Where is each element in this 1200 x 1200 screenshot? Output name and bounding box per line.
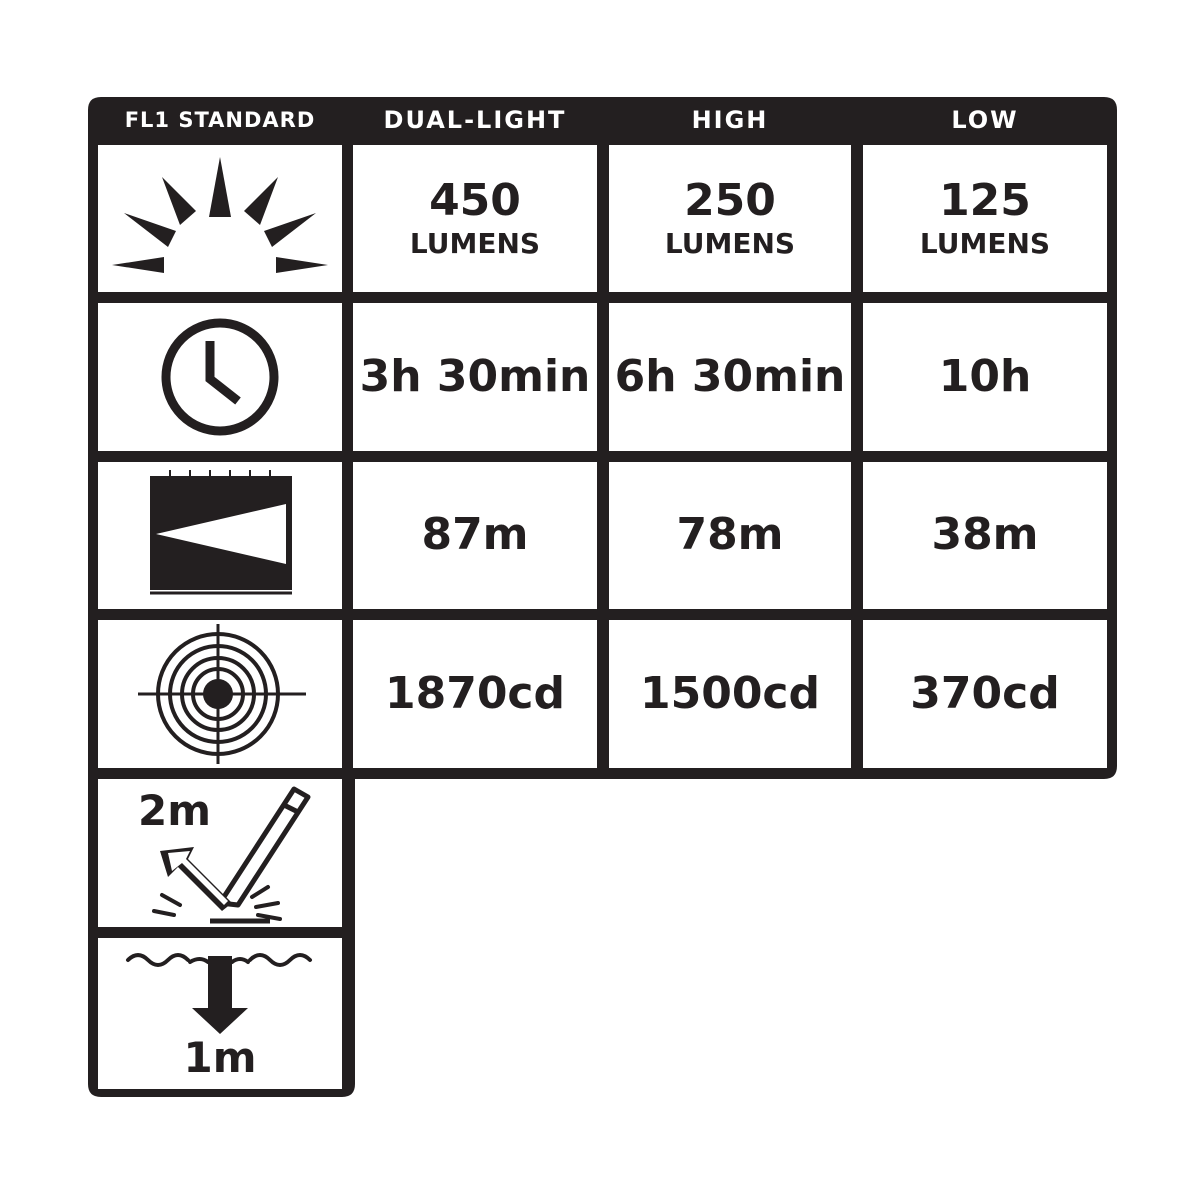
run-time-icon-cell xyxy=(98,303,342,451)
beam-distance-icon xyxy=(98,462,342,609)
beam-low-cell xyxy=(863,462,1107,609)
lumens-dual-value: 450 xyxy=(429,175,521,227)
intensity-high-value: 1500cd xyxy=(639,667,821,719)
lumens-high-unit: LUMENS xyxy=(664,227,796,260)
beam-distance-icon-cell xyxy=(98,462,342,609)
water-depth-label: 1m xyxy=(183,1033,257,1082)
header-fl1-standard: FL1 STANDARD xyxy=(124,108,316,132)
intensity-low-value: 370cd xyxy=(910,667,1060,719)
lumens-high-cell xyxy=(609,145,851,292)
header-low: LOW xyxy=(951,106,1019,134)
intensity-dual-value: 1870cd xyxy=(384,667,566,719)
lumens-dual-cell xyxy=(353,145,597,292)
target-icon xyxy=(98,620,342,768)
beam-high-value: 78m xyxy=(676,509,784,561)
lumens-high-value: 250 xyxy=(684,175,776,227)
light-output-icon-cell xyxy=(98,145,342,292)
runtime-dual-value: 3h 30min xyxy=(359,350,591,402)
runtime-low-cell xyxy=(863,303,1107,451)
impact-height-label: 2m xyxy=(138,786,211,835)
impact-resistance-cell xyxy=(98,779,342,927)
peak-intensity-icon-cell xyxy=(98,620,342,768)
runtime-low-value: 10h xyxy=(938,350,1032,402)
runtime-high-value: 6h 30min xyxy=(614,350,846,402)
beam-dual-value: 87m xyxy=(421,509,529,561)
lumens-low-cell xyxy=(863,145,1107,292)
impact-icon xyxy=(98,779,342,927)
intensity-low-cell xyxy=(863,620,1107,768)
header-high: HIGH xyxy=(691,106,769,134)
header-dual-light: DUAL-LIGHT xyxy=(383,106,567,134)
lumens-dual-unit: LUMENS xyxy=(409,227,541,260)
beam-dual-cell xyxy=(353,462,597,609)
water-resistance-cell xyxy=(98,938,342,1089)
runtime-high-cell xyxy=(609,303,851,451)
clock-icon xyxy=(98,303,342,451)
lumens-low-unit: LUMENS xyxy=(919,227,1051,260)
beam-low-value: 38m xyxy=(931,509,1039,561)
beam-high-cell xyxy=(609,462,851,609)
intensity-dual-cell xyxy=(353,620,597,768)
runtime-dual-cell xyxy=(353,303,597,451)
lumens-low-value: 125 xyxy=(939,175,1031,227)
light-output-icon xyxy=(98,145,342,292)
intensity-high-cell xyxy=(609,620,851,768)
